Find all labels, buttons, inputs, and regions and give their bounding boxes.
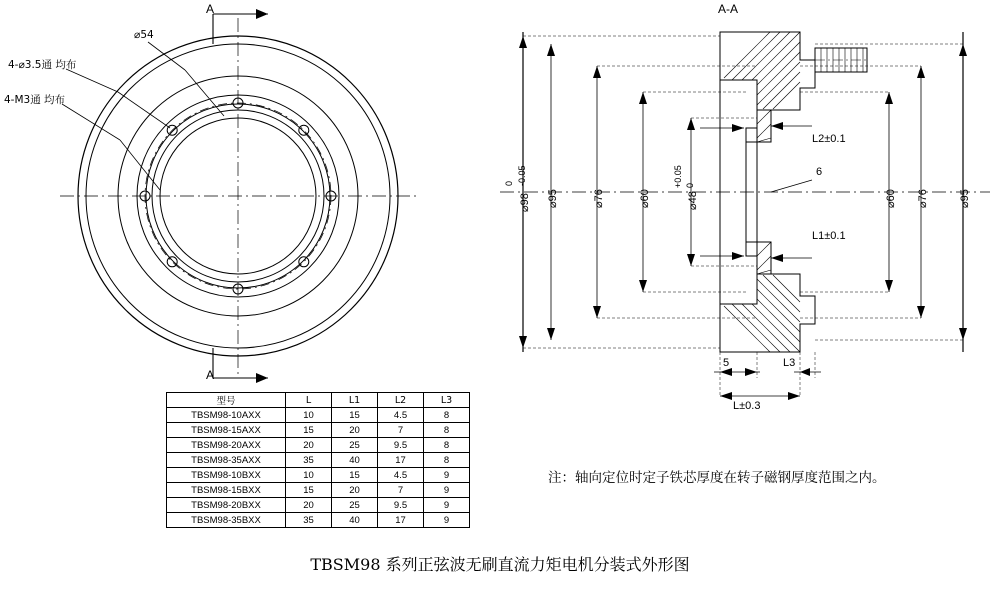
section-view bbox=[500, 32, 990, 400]
cell-l1: 40 bbox=[332, 453, 378, 468]
section-mark-bottom: A bbox=[206, 368, 215, 382]
cell-model: TBSM98-15AXX bbox=[167, 423, 286, 438]
cell-model: TBSM98-15BXX bbox=[167, 483, 286, 498]
cell-l2: 17 bbox=[378, 453, 424, 468]
label-dia76-left: ⌀76 bbox=[593, 189, 605, 208]
spec-table bbox=[166, 392, 470, 528]
cell-l: 15 bbox=[286, 483, 332, 498]
label-holes-3-5: 4-⌀3.5通 均布 bbox=[8, 59, 77, 71]
table-header-l: L bbox=[286, 393, 332, 408]
cell-l: 20 bbox=[286, 438, 332, 453]
front-view bbox=[60, 9, 418, 383]
label-dia98-tol-lower: -0.05 bbox=[517, 165, 527, 186]
label-5: 5 bbox=[723, 357, 730, 369]
label-6: 6 bbox=[816, 166, 823, 178]
cell-model: TBSM98-20AXX bbox=[167, 438, 286, 453]
table-header-row bbox=[167, 393, 470, 408]
label-dia48-tol-lower: 0 bbox=[685, 182, 695, 188]
cell-model: TBSM98-10AXX bbox=[167, 408, 286, 423]
drawing-caption: TBSM98 系列正弦波无刷直流力矩电机分装式外形图 bbox=[310, 555, 690, 574]
table-header-l3: L3 bbox=[424, 393, 470, 408]
table-row bbox=[167, 468, 470, 483]
table-row bbox=[167, 498, 470, 513]
section-view-title: A-A bbox=[718, 2, 739, 16]
cell-l1: 15 bbox=[332, 468, 378, 483]
spec-table-wrap bbox=[166, 392, 470, 528]
label-dia98: ⌀98 bbox=[519, 193, 531, 212]
label-l1: L1±0.1 bbox=[812, 230, 846, 242]
table-row bbox=[167, 438, 470, 453]
cell-l: 35 bbox=[286, 513, 332, 528]
table-header-model: 型号 bbox=[167, 393, 286, 408]
label-dia98-tol-upper: 0 bbox=[504, 180, 514, 186]
label-dia48: ⌀48 bbox=[687, 191, 699, 210]
table-row bbox=[167, 453, 470, 468]
cell-model: TBSM98-20BXX bbox=[167, 498, 286, 513]
label-dia48-tol-upper: +0.05 bbox=[673, 165, 683, 188]
label-dia54: ⌀54 bbox=[134, 29, 154, 41]
cell-l3: 8 bbox=[424, 408, 470, 423]
cell-l2: 9.5 bbox=[378, 438, 424, 453]
cell-l3: 9 bbox=[424, 468, 470, 483]
cell-l: 20 bbox=[286, 498, 332, 513]
cell-l2: 9.5 bbox=[378, 498, 424, 513]
cell-l2: 4.5 bbox=[378, 408, 424, 423]
label-dia95-left: ⌀95 bbox=[547, 189, 559, 208]
cell-l: 10 bbox=[286, 468, 332, 483]
cell-l2: 7 bbox=[378, 423, 424, 438]
cell-l: 15 bbox=[286, 423, 332, 438]
cell-l3: 9 bbox=[424, 513, 470, 528]
cell-l3: 8 bbox=[424, 423, 470, 438]
cell-l3: 8 bbox=[424, 453, 470, 468]
cell-model: TBSM98-35BXX bbox=[167, 513, 286, 528]
label-dia60-right: ⌀60 bbox=[885, 189, 897, 208]
cell-l1: 15 bbox=[332, 408, 378, 423]
section-mark-top: A bbox=[206, 2, 215, 16]
cell-l3: 9 bbox=[424, 498, 470, 513]
label-dia76-right: ⌀76 bbox=[917, 189, 929, 208]
cell-l2: 4.5 bbox=[378, 468, 424, 483]
cell-l1: 25 bbox=[332, 498, 378, 513]
cell-l2: 7 bbox=[378, 483, 424, 498]
cell-l1: 20 bbox=[332, 423, 378, 438]
cell-l1: 25 bbox=[332, 438, 378, 453]
table-row bbox=[167, 483, 470, 498]
label-l-total: L±0.3 bbox=[733, 400, 761, 412]
cell-l1: 40 bbox=[332, 513, 378, 528]
drawing-note: 注：轴向定位时定子铁芯厚度在转子磁钢厚度范围之内。 bbox=[548, 470, 886, 486]
cell-model: TBSM98-35AXX bbox=[167, 453, 286, 468]
cell-l3: 9 bbox=[424, 483, 470, 498]
table-header-l2: L2 bbox=[378, 393, 424, 408]
label-thread-m3: 4-M3通 均布 bbox=[4, 94, 66, 106]
cell-l: 10 bbox=[286, 408, 332, 423]
table-row bbox=[167, 513, 470, 528]
table-header-l1: L1 bbox=[332, 393, 378, 408]
cell-l2: 17 bbox=[378, 513, 424, 528]
cell-model: TBSM98-10BXX bbox=[167, 468, 286, 483]
label-dia60-left: ⌀60 bbox=[639, 189, 651, 208]
table-row bbox=[167, 423, 470, 438]
cell-l3: 8 bbox=[424, 438, 470, 453]
label-dia95-right: ⌀95 bbox=[959, 189, 971, 208]
cell-l1: 20 bbox=[332, 483, 378, 498]
table-row bbox=[167, 408, 470, 423]
cell-l: 35 bbox=[286, 453, 332, 468]
label-l2: L2±0.1 bbox=[812, 133, 846, 145]
label-l3: L3 bbox=[783, 357, 796, 369]
